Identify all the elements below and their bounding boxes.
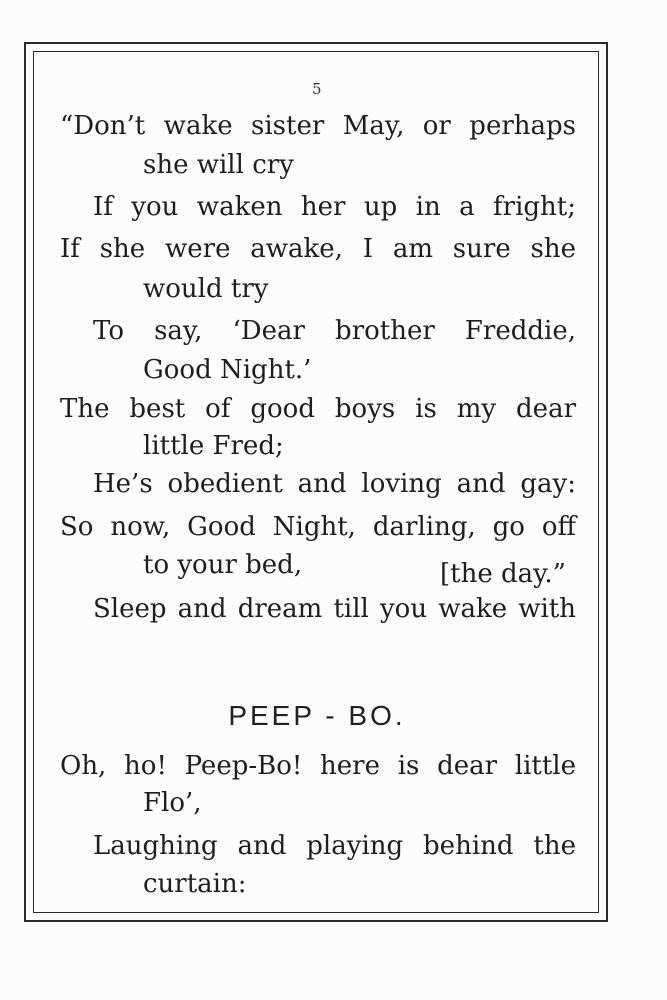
verse-line: If she were awake, I am sure she [60,234,576,264]
verse-line: to your bed, [143,550,303,580]
verse-line-turnover: [the day.” [440,559,566,589]
verse-line: “Don’t wake sister May, or perhaps [60,111,576,141]
section-title: PEEP - BO. [228,700,406,731]
verse-line: little Fred; [143,431,284,461]
verse-line: If you waken her up in a fright; [93,192,576,222]
verse-line: Laughing and playing behind the [93,831,576,861]
verse-line: she will cry [143,150,294,180]
page-number: 5 [312,80,322,98]
verse-line: Sleep and dream till you wake with [93,594,576,624]
verse-line: Flo’, [143,788,202,818]
verse-line: Oh, ho! Peep-Bo! here is dear little [60,751,576,781]
verse-line: To say, ‘Dear brother Freddie, [93,316,576,346]
verse-line: He’s obedient and loving and gay: [93,469,576,499]
verse-line: The best of good boys is my dear [60,394,576,424]
verse-line: Good Night.’ [143,355,312,385]
verse-line: So now, Good Night, darling, go off [60,512,576,542]
verse-line: would try [143,274,269,304]
verse-line: curtain: [143,869,247,899]
